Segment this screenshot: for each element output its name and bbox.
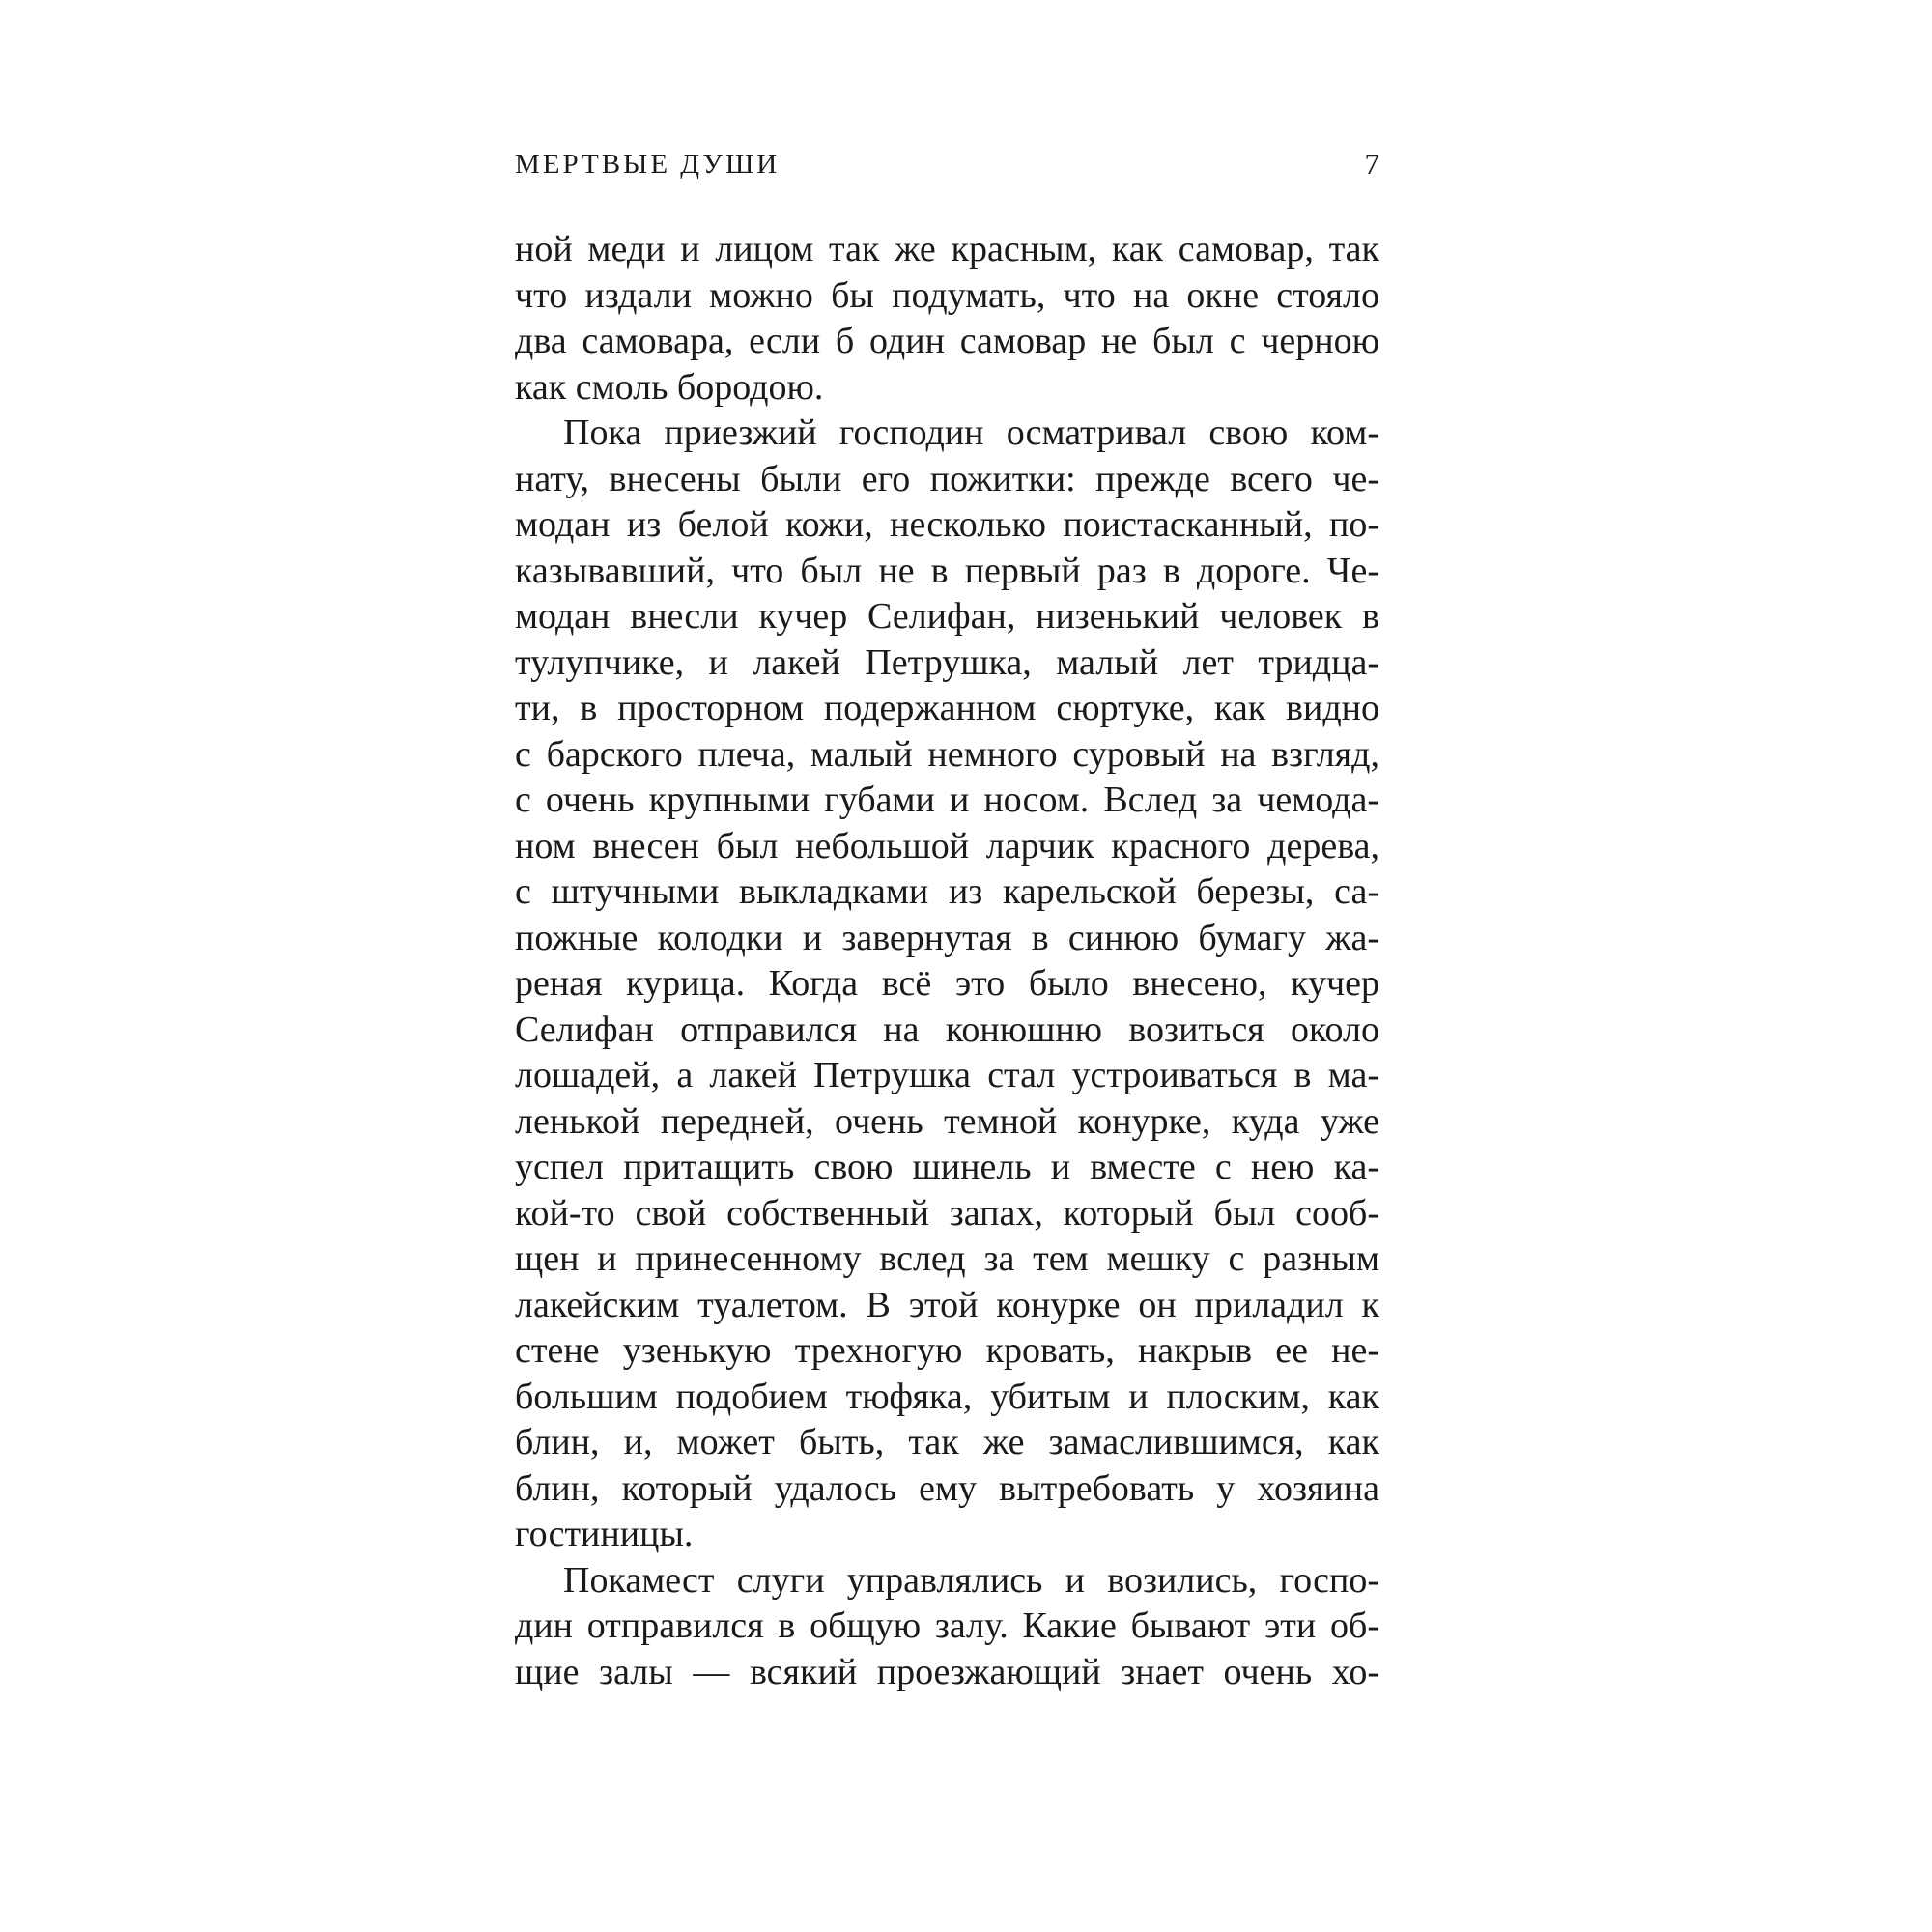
text-line: модан внесли кучер Селифан, низенький человек в bbox=[515, 596, 1379, 637]
text-line: тулупчике, и лакей Петрушка, малый лет тридца- bbox=[515, 641, 1379, 683]
text-line: щие залы — всякий проезжающий знает очень хо- bbox=[515, 1651, 1379, 1692]
text-line: что издали можно бы подумать, что на окне стояло bbox=[515, 274, 1379, 316]
text-line: с очень крупными губами и носом. Вслед за чемода- bbox=[515, 780, 1379, 820]
text-line: успел притащить свою шинель и вместе с нею ка- bbox=[515, 1147, 1379, 1187]
text-line: ти, в просторном подержанном сюртуке, как видно bbox=[515, 688, 1379, 728]
text-line: стене узенькую трехногую кровать, накрыв ее не- bbox=[515, 1330, 1379, 1371]
text-line: ной меди и лицом так же красным, как самовар, так bbox=[515, 229, 1379, 270]
text-line: блин, и, может быть, так же замаслившимся, как bbox=[515, 1422, 1379, 1463]
text-line: ном внесен был небольшой ларчик красного дерева, bbox=[515, 825, 1379, 867]
text-line: блин, который удалось ему вытребовать у хозяина bbox=[515, 1467, 1379, 1509]
text-line: лакейским туалетом. В этой конурке он приладил к bbox=[515, 1284, 1379, 1325]
paragraph bbox=[515, 411, 1379, 1558]
text-line: щен и принесенному вслед за тем мешку с разным bbox=[515, 1238, 1379, 1279]
text-line: кой-то свой собственный запах, который был сооб- bbox=[515, 1192, 1379, 1234]
text-line: гостиницы. bbox=[515, 1514, 694, 1554]
text-line: с барского плеча, малый немного суровый на взгляд, bbox=[515, 733, 1379, 775]
text-line: ленькой передней, очень темной конурке, куда уже bbox=[515, 1100, 1379, 1142]
text-line: два самовара, если б один самовар не был с черною bbox=[515, 321, 1379, 361]
paragraph bbox=[515, 1558, 1379, 1696]
running-header bbox=[515, 145, 1379, 184]
text-line: лошадей, а лакей Петрушка стал устроиваться в ма- bbox=[515, 1055, 1379, 1095]
running-title: МЕРТВЫЕ ДУШИ bbox=[515, 149, 781, 180]
text-line: реная курица. Когда всё это было внесено, кучер bbox=[515, 963, 1379, 1004]
text-line: большим подобием тюфяка, убитым и плоским, как bbox=[515, 1376, 1379, 1417]
text-line: как смоль бородою. bbox=[515, 366, 824, 408]
text-line: пожные колодки и завернутая в синюю бумагу жа- bbox=[515, 917, 1379, 958]
page-number: 7 bbox=[1364, 147, 1379, 181]
text-line: дин отправился в общую залу. Какие бывают эти об- bbox=[515, 1605, 1379, 1646]
text-line: Селифан отправился на конюшню возиться около bbox=[515, 1009, 1379, 1050]
text-line: с штучными выкладками из карельской березы, са- bbox=[515, 871, 1379, 912]
text-line: модан из белой кожи, несколько поистасканный, по- bbox=[515, 504, 1379, 545]
body-text bbox=[515, 227, 1379, 1695]
paragraph bbox=[515, 227, 1379, 411]
text-line: Пока приезжий господин осматривал свою ком- bbox=[563, 412, 1379, 453]
text-line: казывавший, что был не в первый раз в дороге. Че- bbox=[515, 550, 1379, 591]
text-line: Покамест слуги управлялись и возились, госпо- bbox=[563, 1559, 1379, 1601]
text-line: нату, внесены были его пожитки: прежде всего че- bbox=[515, 458, 1379, 499]
